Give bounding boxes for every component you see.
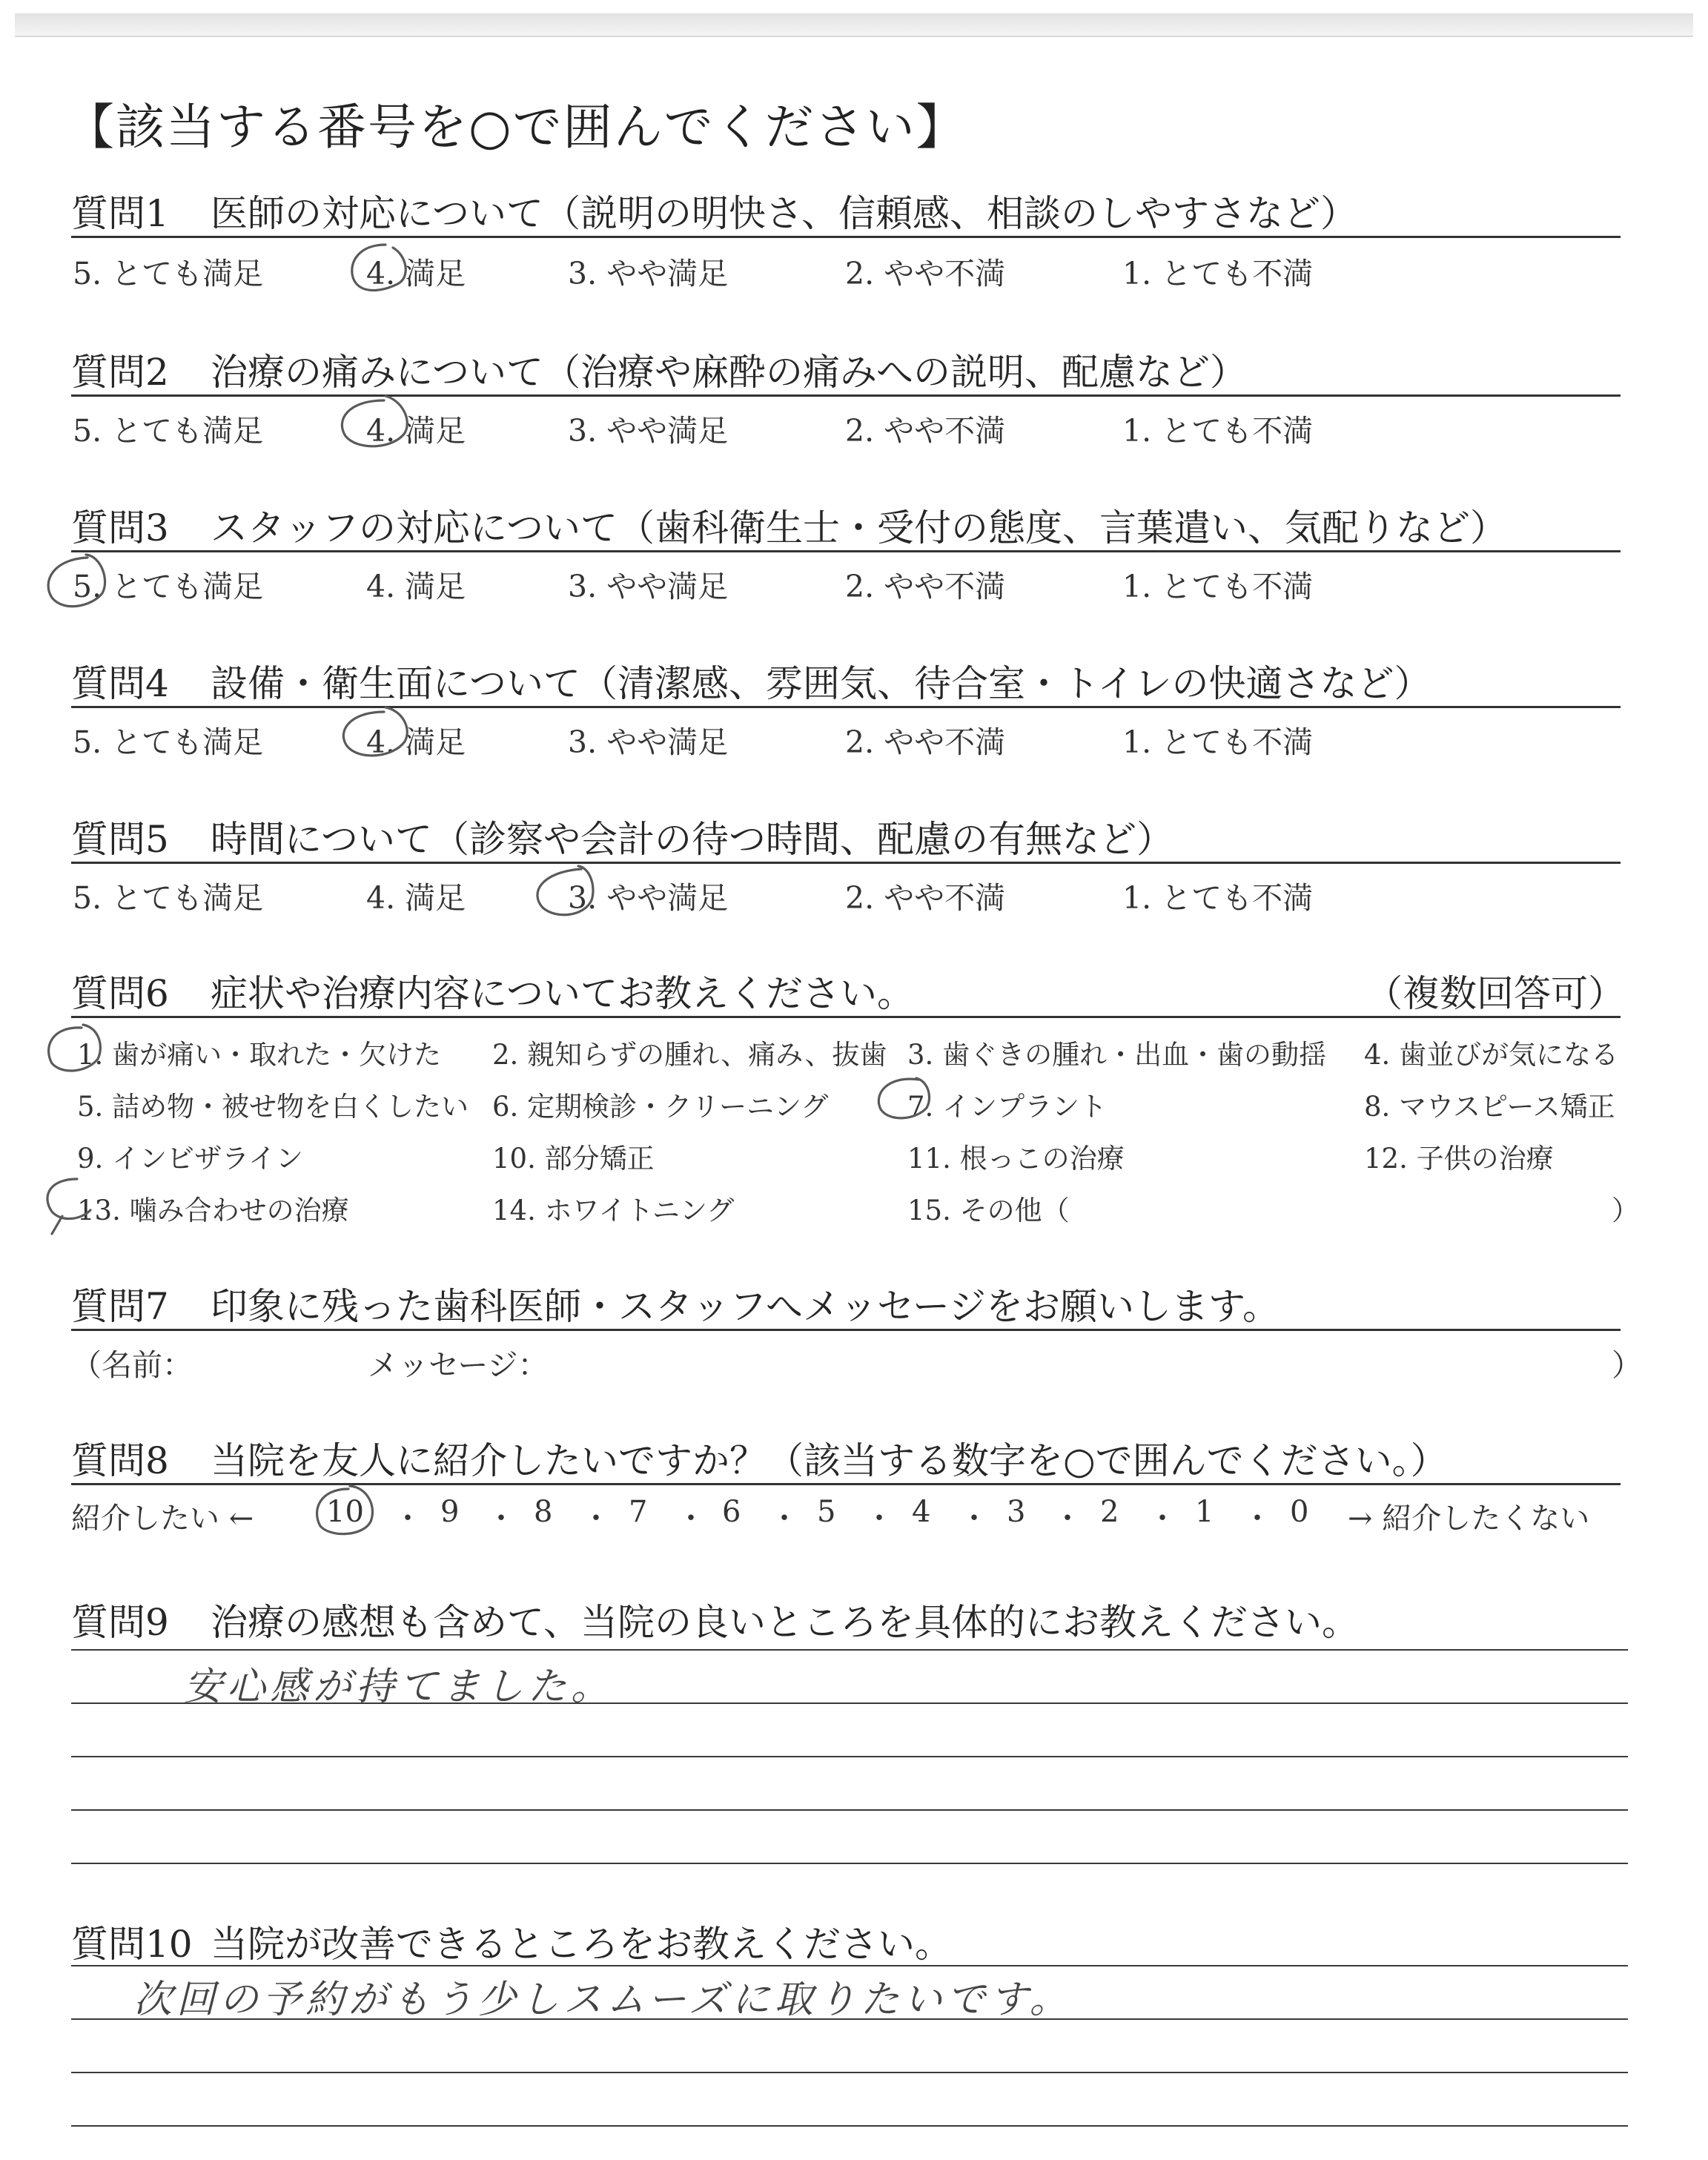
question-number: 質問6 xyxy=(71,972,169,1015)
rating-option-2[interactable]: 2. やや不満 xyxy=(845,569,1006,604)
symptom-option-3[interactable]: 3. 歯ぐきの腫れ・出血・歯の動揺 xyxy=(907,1039,1327,1071)
divider xyxy=(71,1483,1621,1485)
rating-option-2[interactable]: 2. やや不満 xyxy=(845,256,1006,291)
rating-option-1[interactable]: 1. とても不満 xyxy=(1122,413,1314,449)
question-number: 質問9 xyxy=(71,1601,169,1644)
question-title xyxy=(71,498,1507,552)
question-number: 質問8 xyxy=(71,1439,169,1482)
rating-option-1[interactable]: 1. とても不満 xyxy=(1122,256,1314,291)
rating-option-3[interactable]: 3. やや満足 xyxy=(568,256,729,291)
divider xyxy=(71,550,1621,552)
form-instruction: 【該当する番号を○で囲んでください】 xyxy=(65,99,967,156)
question-text: 治療の感想も含めて、当院の良いところを具体的にお教えください。 xyxy=(211,1601,1359,1644)
answer-line xyxy=(71,1809,1628,1811)
symptom-option-10[interactable]: 10. 部分矯正 xyxy=(492,1143,655,1175)
question-title xyxy=(71,1431,1448,1484)
scale-separator: ・ xyxy=(959,1502,989,1536)
scale-separator: ・ xyxy=(393,1502,423,1536)
rating-option-4[interactable]: 4. 満足 xyxy=(366,880,466,916)
question-title xyxy=(71,810,1174,863)
symptom-option-11[interactable]: 11. 根っこの治療 xyxy=(907,1143,1125,1175)
question-number: 質問1 xyxy=(71,192,169,235)
answer-line xyxy=(71,1863,1628,1864)
rating-option-5[interactable]: 5. とても満足 xyxy=(73,569,264,604)
question-title xyxy=(71,964,914,1017)
question-text: 症状や治療内容についてお教えください。 xyxy=(211,972,914,1015)
recommend-score-9[interactable]: 9 xyxy=(440,1495,460,1529)
scale-separator: ・ xyxy=(864,1502,894,1536)
message-close-paren: ） xyxy=(1612,1347,1642,1383)
question-text: 時間について（診察や会計の待つ時間、配慮の有無など） xyxy=(211,818,1174,861)
symptom-option-7[interactable]: 7. インプラント xyxy=(907,1091,1108,1123)
scale-separator: ・ xyxy=(581,1502,611,1536)
rating-option-1[interactable]: 1. とても不満 xyxy=(1122,569,1314,604)
divider xyxy=(71,1329,1621,1331)
rating-option-1[interactable]: 1. とても不満 xyxy=(1122,724,1314,760)
rating-option-4[interactable]: 4. 満足 xyxy=(366,413,466,449)
recommend-score-3[interactable]: 3 xyxy=(1007,1495,1026,1529)
question-number: 質問3 xyxy=(71,506,169,549)
divider xyxy=(71,862,1621,864)
scan-top-edge xyxy=(15,13,1693,37)
symptom-option-8[interactable]: 8. マウスピース矯正 xyxy=(1364,1091,1615,1123)
question-title xyxy=(71,654,1431,707)
rating-option-3[interactable]: 3. やや満足 xyxy=(568,413,729,449)
question-title xyxy=(71,184,1357,237)
recommend-score-5[interactable]: 5 xyxy=(817,1495,836,1529)
divider xyxy=(71,394,1621,397)
other-close-paren: ） xyxy=(1612,1195,1639,1226)
recommend-score-6[interactable]: 6 xyxy=(722,1495,741,1529)
symptom-option-15[interactable]: 15. その他（ xyxy=(907,1195,1070,1226)
recommend-score-4[interactable]: 4 xyxy=(912,1495,931,1529)
symptom-option-12[interactable]: 12. 子供の治療 xyxy=(1364,1143,1554,1175)
question-text: 医師の対応について（説明の明快さ、信頼感、相談のしやすさなど） xyxy=(211,192,1357,235)
rating-option-4[interactable]: 4. 満足 xyxy=(366,569,466,604)
symptom-option-1[interactable]: 1. 歯が痛い・取れた・欠けた xyxy=(77,1039,442,1071)
handwritten-answer[interactable]: 安心感が持てました。 xyxy=(184,1665,615,1709)
scale-separator: ・ xyxy=(769,1502,799,1536)
question-number: 質問2 xyxy=(71,351,169,394)
divider xyxy=(71,1016,1621,1018)
recommend-label: 紹介したい ← xyxy=(71,1502,254,1536)
symptom-option-4[interactable]: 4. 歯並びが気になる xyxy=(1364,1039,1619,1071)
symptom-option-13[interactable]: 13. 噛み合わせの治療 xyxy=(77,1195,349,1226)
question-number: 質問7 xyxy=(71,1285,169,1328)
recommend-score-10[interactable]: 10 xyxy=(326,1495,364,1529)
recommend-score-7[interactable]: 7 xyxy=(629,1495,648,1529)
rating-option-4[interactable]: 4. 満足 xyxy=(366,724,466,760)
not-recommend-label: → 紹介したくない xyxy=(1348,1502,1590,1536)
question-text: 当院が改善できるところをお教えください。 xyxy=(211,1923,952,1966)
question-number: 質問5 xyxy=(71,818,169,861)
symptom-option-14[interactable]: 14. ホワイトニング xyxy=(492,1195,735,1226)
rating-option-5[interactable]: 5. とても満足 xyxy=(73,256,264,291)
rating-option-3[interactable]: 3. やや満足 xyxy=(568,569,729,604)
scale-separator: ・ xyxy=(1148,1502,1177,1536)
handwritten-answer[interactable]: 次回の予約がもう少しスムーズに取りたいです。 xyxy=(133,1978,1073,2022)
scale-separator: ・ xyxy=(1053,1502,1082,1536)
question-text: スタッフの対応について（歯科衛生士・受付の態度、言葉遣い、気配りなど） xyxy=(211,506,1507,549)
message-field-label[interactable]: メッセージ： xyxy=(368,1347,549,1383)
rating-option-2[interactable]: 2. やや不満 xyxy=(845,724,1006,760)
question-title xyxy=(71,1915,952,1968)
rating-option-3[interactable]: 3. やや満足 xyxy=(568,724,729,760)
symptom-option-5[interactable]: 5. 詰め物・被せ物を白くしたい xyxy=(77,1091,469,1123)
recommend-score-2[interactable]: 2 xyxy=(1100,1495,1119,1529)
scale-separator: ・ xyxy=(486,1502,516,1536)
rating-option-2[interactable]: 2. やや不満 xyxy=(845,413,1006,449)
multiple-answer-note: （複数回答可） xyxy=(1366,972,1625,1015)
scale-separator: ・ xyxy=(676,1502,706,1536)
question-title xyxy=(71,1593,1359,1646)
rating-option-5[interactable]: 5. とても満足 xyxy=(73,413,264,449)
answer-line xyxy=(71,1756,1628,1757)
question-number: 質問10 xyxy=(71,1923,193,1966)
symptom-option-2[interactable]: 2. 親知らずの腫れ、痛み、抜歯 xyxy=(492,1039,887,1071)
question-text: 治療の痛みについて（治療や麻酔の痛みへの説明、配慮など） xyxy=(211,351,1247,394)
answer-line xyxy=(71,1649,1628,1651)
recommend-score-0[interactable]: 0 xyxy=(1290,1495,1309,1529)
question-number: 質問4 xyxy=(71,662,169,705)
rating-option-5[interactable]: 5. とても満足 xyxy=(73,724,264,760)
name-field-label[interactable]: （名前： xyxy=(71,1347,193,1383)
symptom-option-6[interactable]: 6. 定期検診・クリーニング xyxy=(492,1091,829,1123)
divider xyxy=(71,236,1621,238)
answer-line xyxy=(71,2072,1628,2073)
rating-option-2[interactable]: 2. やや不満 xyxy=(845,880,1006,916)
rating-option-5[interactable]: 5. とても満足 xyxy=(73,880,264,916)
rating-option-3[interactable]: 3. やや満足 xyxy=(568,880,729,916)
recommend-score-8[interactable]: 8 xyxy=(534,1495,553,1529)
question-text: 当院を友人に紹介したいですか？（該当する数字を○で囲んでください。） xyxy=(211,1439,1448,1482)
divider xyxy=(71,706,1621,708)
question-text: 印象に残った歯科医師・スタッフへメッセージをお願いします。 xyxy=(211,1285,1280,1328)
question-title xyxy=(71,343,1247,396)
scale-separator: ・ xyxy=(1242,1502,1272,1536)
answer-line xyxy=(71,2125,1628,2127)
answer-line xyxy=(71,1965,1628,1966)
rating-option-4[interactable]: 4. 満足 xyxy=(366,256,466,291)
rating-option-1[interactable]: 1. とても不満 xyxy=(1122,880,1314,916)
question-title xyxy=(71,1277,1280,1330)
question-text: 設備・衛生面について（清潔感、雰囲気、待合室・トイレの快適さなど） xyxy=(211,662,1431,705)
recommend-score-1[interactable]: 1 xyxy=(1195,1495,1214,1529)
symptom-option-9[interactable]: 9. インビザライン xyxy=(77,1143,303,1175)
